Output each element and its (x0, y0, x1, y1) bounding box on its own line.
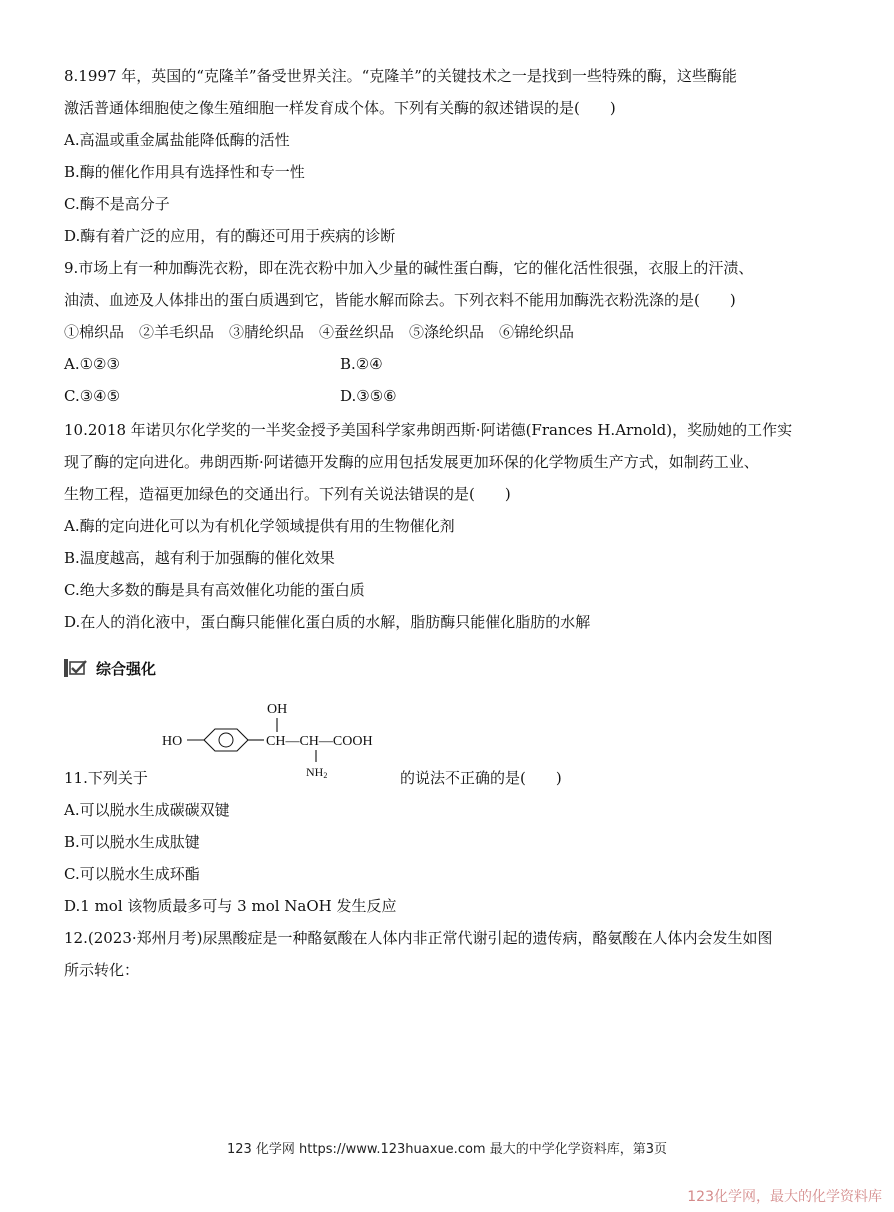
structure-oh-label: OH (267, 702, 288, 717)
benzene-ring (204, 729, 248, 751)
checklist-icon (64, 659, 88, 677)
structure-chain-label: CH—CH—COOH (266, 734, 373, 749)
q9-option-d: D.③⑤⑥ (340, 387, 397, 405)
q10-option-d: D.在人的消化液中，蛋白酶只能催化蛋白质的水解，脂肪酶只能催化脂肪的水解 (64, 613, 591, 631)
page-footer: 123 化学网 https://www.123huaxue.com 最大的中学化学资料库，第3页 (226, 1142, 667, 1157)
q11-option-b: B.可以脱水生成肽键 (64, 833, 200, 851)
q9-item-list: ①棉织品 ②羊毛织品 ③腈纶织品 ④蚕丝织品 ⑤涤纶织品 ⑥锦纶织品 (64, 323, 575, 341)
section-header (64, 656, 156, 680)
q11-option-a: A.可以脱水生成碳碳双键 (64, 801, 230, 819)
q10-stem-line2: 现了酶的定向进化。弗朗西斯·阿诺德开发酶的应用包括发展更加环保的化学物质生产方式，如制药工业、 (64, 453, 759, 471)
watermark-text: 123化学网，最大的化学资料库 (687, 1189, 882, 1205)
q12-stem-line1: 12.(2023·郑州月考)尿黑酸症是一种酪氨酸在人体内非正常代谢引起的遗传病，酪氨酸在人体内会发生如图 (64, 929, 773, 947)
q10-option-a: A.酶的定向进化可以为有机化学领域提供有用的生物催化剂 (64, 517, 455, 535)
q9-stem-line2: 油渍、血迹及人体排出的蛋白质遇到它，皆能水解而除去。下列衣料不能用加酶洗衣粉洗涤的是( ) (64, 291, 736, 309)
q12-stem-line2: 所示转化： (64, 961, 140, 979)
q8-option-b: B.酶的催化作用具有选择性和专一性 (64, 163, 305, 181)
q11-option-c: C.可以脱水生成环酯 (64, 865, 200, 883)
chemical-structure-diagram (160, 696, 400, 780)
q8-stem-line2: 激活普通体细胞使之像生殖细胞一样发育成个体。下列有关酶的叙述错误的是( ) (64, 99, 616, 117)
q11-stem-suffix: 的说法不正确的是( ) (400, 769, 562, 787)
q10-stem-line3: 生物工程，造福更加绿色的交通出行。下列有关说法错误的是( ) (64, 485, 511, 503)
q10-stem-line1: 10.2018 年诺贝尔化学奖的一半奖金授予美国科学家弗朗西斯·阿诺德(Frances H.Arnold)，奖励她的工作实 (64, 421, 793, 439)
q10-option-b: B.温度越高，越有利于加强酶的催化效果 (64, 549, 335, 567)
q10-option-c: C.绝大多数的酶是具有高效催化功能的蛋白质 (64, 581, 365, 599)
q11-option-d: D.1 mol 该物质最多可与 3 mol NaOH 发生反应 (64, 897, 397, 915)
q9-option-a: A.①②③ (64, 355, 120, 373)
section-title: 综合强化 (96, 659, 157, 678)
q9-stem-line1: 9.市场上有一种加酶洗衣粉，即在洗衣粉中加入少量的碱性蛋白酶，它的催化活性很强，衣服上的汗渍、 (64, 259, 754, 277)
structure-ho-label: HO (162, 734, 183, 749)
q8-option-c: C.酶不是高分子 (64, 195, 170, 213)
q9-option-b: B.②④ (340, 355, 383, 373)
q8-option-d: D.酶有着广泛的应用，有的酶还可用于疾病的诊断 (64, 227, 396, 245)
q8-stem-line1: 8.1997 年，英国的“克隆羊”备受世界关注。“克隆羊”的关键技术之一是找到一些特殊的酶，这些酶能 (64, 67, 737, 85)
structure-nh2-label: NH2 (306, 765, 328, 780)
q8-option-a: A.高温或重金属盐能降低酶的活性 (64, 131, 290, 149)
q9-option-c: C.③④⑤ (64, 387, 121, 405)
q11-stem-prefix: 11.下列关于 (64, 769, 148, 787)
